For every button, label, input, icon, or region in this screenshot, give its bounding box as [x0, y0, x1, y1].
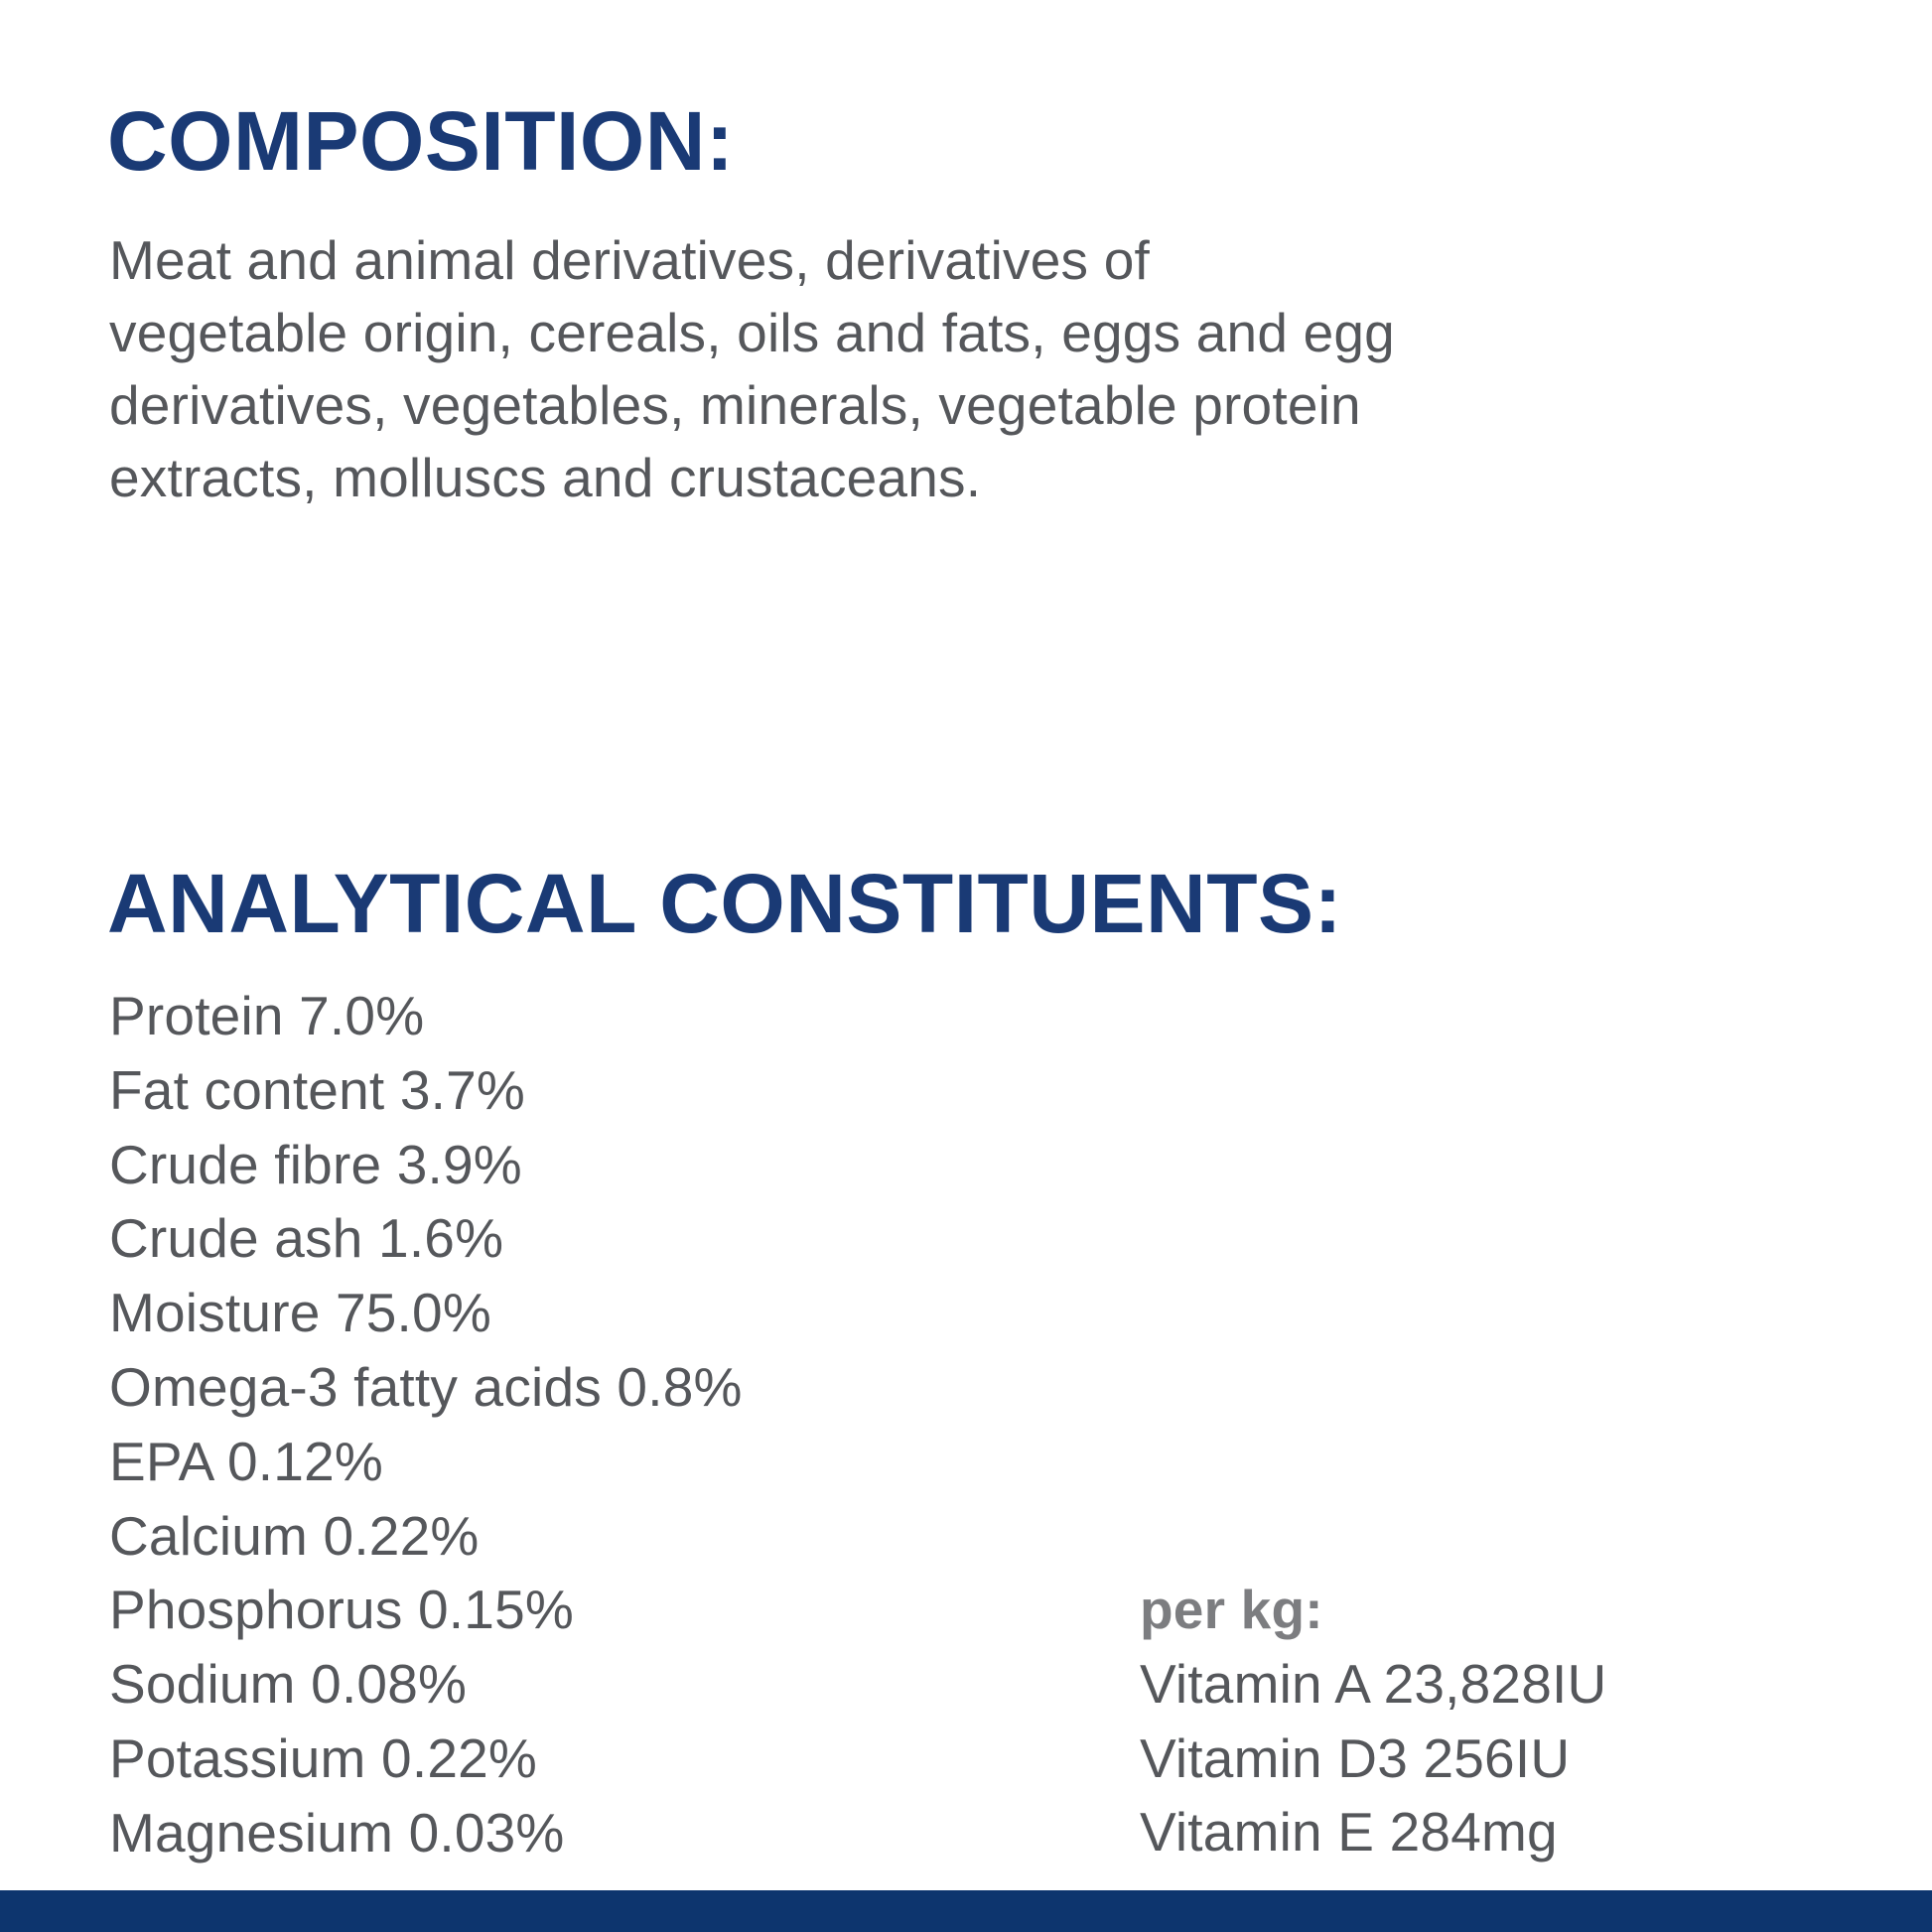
composition-heading: COMPOSITION:	[107, 94, 735, 188]
composition-line: extracts, molluscs and crustaceans.	[109, 447, 982, 508]
constituent-item: EPA 0.12%	[109, 1430, 383, 1492]
constituent-item: Crude fibre 3.9%	[109, 1133, 522, 1195]
constituents-list	[109, 979, 743, 1870]
constituent-item: Moisture 75.0%	[109, 1282, 491, 1344]
vitamin-item: Vitamin D3 256IU	[1140, 1726, 1571, 1789]
composition-line: derivatives, vegetables, minerals, vegetable protein	[109, 374, 1361, 436]
per-kg-column	[1140, 1573, 1606, 1869]
vitamin-item: Vitamin A 23,828IU	[1140, 1652, 1607, 1715]
composition-line: vegetable origin, cereals, oils and fats, eggs and egg	[109, 302, 1395, 363]
constituent-item: Fat content 3.7%	[109, 1058, 526, 1121]
footer-bar	[0, 1890, 1932, 1932]
constituent-item: Magnesium 0.03%	[109, 1801, 565, 1863]
vitamin-item: Vitamin E 284mg	[1140, 1801, 1558, 1863]
constituent-item: Omega-3 fatty acids 0.8%	[109, 1355, 743, 1418]
composition-line: Meat and animal derivatives, derivatives of	[109, 229, 1150, 291]
constituent-item: Calcium 0.22%	[109, 1504, 480, 1567]
constituent-item: Phosphorus 0.15%	[109, 1579, 574, 1641]
constituent-item: Potassium 0.22%	[109, 1726, 537, 1789]
composition-paragraph	[109, 224, 1395, 514]
constituent-item: Sodium 0.08%	[109, 1653, 468, 1716]
analytical-constituents-heading: ANALYTICAL CONSTITUENTS:	[107, 857, 1343, 950]
constituent-item: Protein 7.0%	[109, 985, 425, 1046]
constituent-item: Crude ash 1.6%	[109, 1207, 504, 1270]
per-kg-label: per kg:	[1140, 1579, 1323, 1640]
